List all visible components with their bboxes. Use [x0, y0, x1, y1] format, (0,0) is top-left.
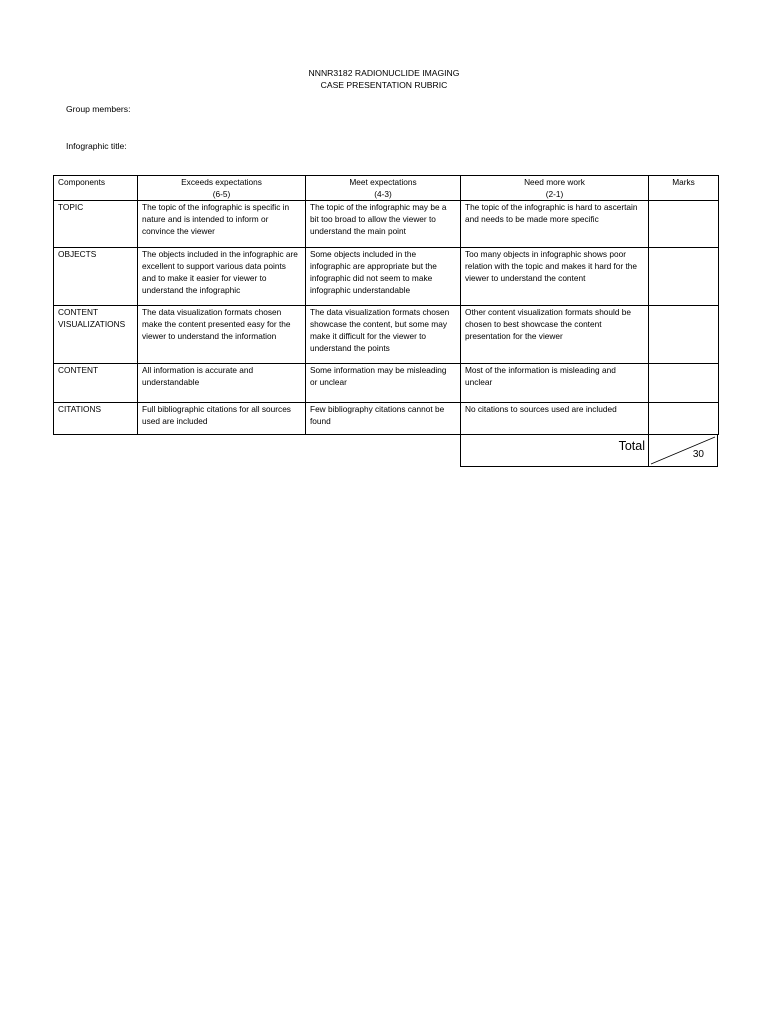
- exceeds-cell: The topic of the infographic is specific in nature and is intended to inform or convince the viewer: [138, 201, 306, 248]
- component-cell: CONTENT VISUALIZATIONS: [54, 306, 138, 364]
- need-cell: Too many objects in infographic shows poor relation with the topic and makes it hard for the viewer to understand the content: [461, 248, 649, 306]
- rubric-table: [53, 175, 719, 435]
- meet-cell: Some information may be misleading or unclear: [306, 364, 461, 403]
- marks-cell[interactable]: [649, 306, 719, 364]
- table-row: [54, 306, 719, 364]
- header-meet-label: Meet expectations: [349, 177, 417, 187]
- infographic-title-label: Infographic title:: [66, 141, 127, 151]
- marks-cell[interactable]: [649, 201, 719, 248]
- header-components: [54, 176, 138, 201]
- exceeds-cell: Full bibliographic citations for all sources used are included: [138, 403, 306, 435]
- need-cell: No citations to sources used are included: [461, 403, 649, 435]
- marks-cell[interactable]: [649, 364, 719, 403]
- total-label: Total: [461, 435, 649, 466]
- component-cell: CITATIONS: [54, 403, 138, 435]
- marks-cell[interactable]: [649, 403, 719, 435]
- rubric-title: CASE PRESENTATION RUBRIC: [320, 80, 448, 90]
- header-need-label: Need more work: [524, 177, 585, 187]
- total-box: [460, 434, 718, 467]
- header-need-range: (2-1): [545, 189, 564, 199]
- need-cell: The topic of the infographic is hard to ascertain and needs to be made more specific: [461, 201, 649, 248]
- meet-cell: Few bibliography citations cannot be found: [306, 403, 461, 435]
- exceeds-cell: All information is accurate and understandable: [138, 364, 306, 403]
- table-row: [54, 403, 719, 435]
- meet-cell: The data visualization formats chosen showcase the content, but some may make it difficult for the viewer to understand the points: [306, 306, 461, 364]
- group-members-label: Group members:: [66, 104, 131, 114]
- exceeds-cell: The data visualization formats chosen make the content presented easy for the viewer to understand the information: [138, 306, 306, 364]
- header-meet: [306, 176, 461, 201]
- header-exceeds-range: (6-5): [212, 189, 231, 199]
- marks-cell[interactable]: [649, 248, 719, 306]
- component-cell: TOPIC: [54, 201, 138, 248]
- header-components-label: Components: [58, 177, 106, 187]
- header-marks: [649, 176, 719, 201]
- exceeds-cell: The objects included in the infographic are excellent to support various data points and to make it easier for viewer to understand the infographic: [138, 248, 306, 306]
- diagonal-slash: [649, 435, 717, 466]
- course-title: NNNR3182 RADIONUCLIDE IMAGING: [308, 68, 460, 78]
- total-marks-cell[interactable]: [649, 435, 717, 466]
- need-cell: Other content visualization formats should be chosen to best showcase the content presentation for the viewer: [461, 306, 649, 364]
- header-need: [461, 176, 649, 201]
- diagonal-line: [651, 437, 715, 464]
- meet-cell: The topic of the infographic may be a bit too broad to allow the viewer to understand the main point: [306, 201, 461, 248]
- meet-cell: Some objects included in the infographic are appropriate but the infographic did not seem to make infographic understandable: [306, 248, 461, 306]
- total-max-score: 30: [692, 449, 704, 460]
- rubric-header-row: [54, 176, 719, 201]
- table-row: [54, 201, 719, 248]
- header-exceeds: [138, 176, 306, 201]
- table-row: [54, 364, 719, 403]
- header-marks-label: Marks: [672, 177, 695, 187]
- need-cell: Most of the information is misleading and unclear: [461, 364, 649, 403]
- header-exceeds-label: Exceeds expectations: [181, 177, 262, 187]
- component-cell: CONTENT: [54, 364, 138, 403]
- document-title: [0, 67, 768, 91]
- table-row: [54, 248, 719, 306]
- header-meet-range: (4-3): [374, 189, 392, 199]
- component-cell: OBJECTS: [54, 248, 138, 306]
